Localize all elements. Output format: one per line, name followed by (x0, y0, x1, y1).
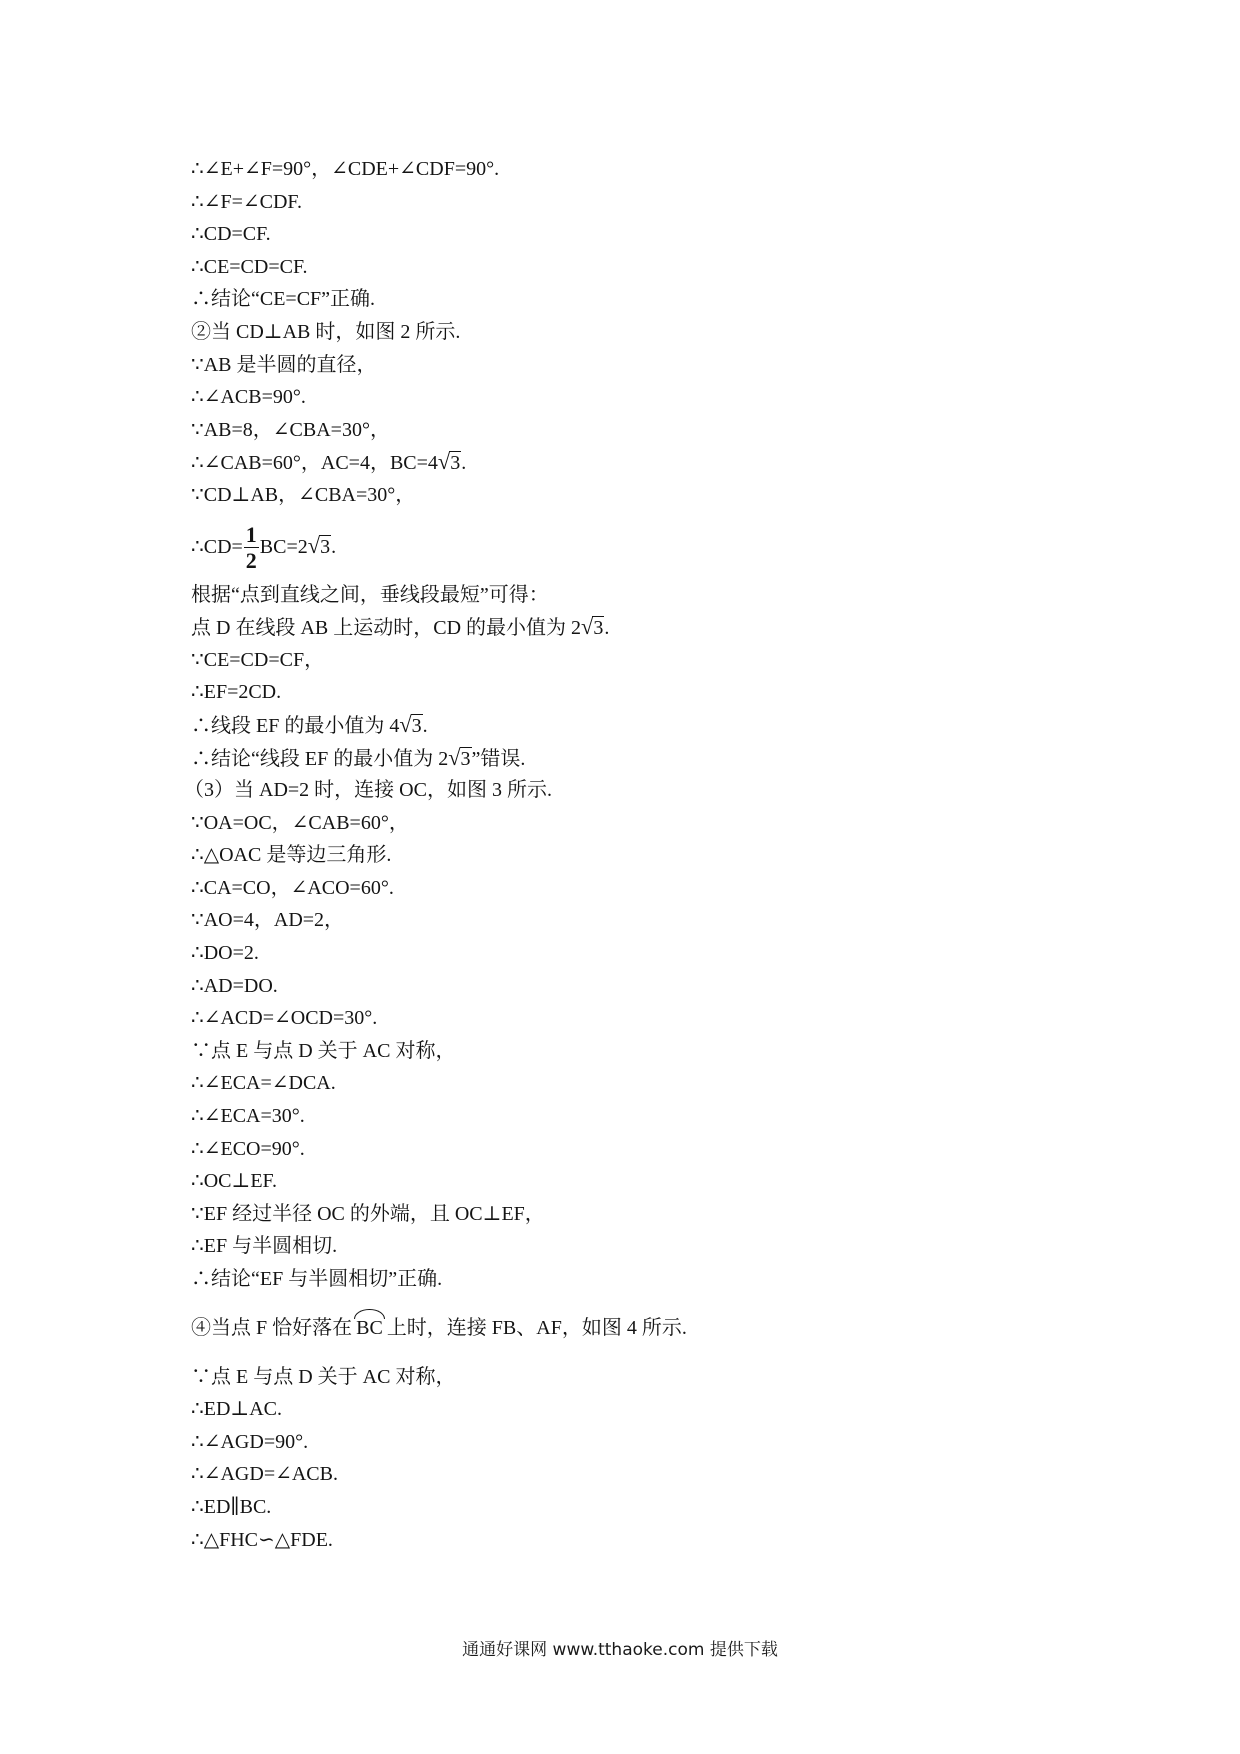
radicand: 3 (450, 452, 461, 475)
solution-line: ∴△OAC 是等边三角形. (191, 844, 392, 867)
square-root (448, 744, 471, 770)
solution-line: ∴∠ECA=∠DCA. (191, 1072, 336, 1095)
solution-line: ∴∠F=∠CDF. (191, 190, 302, 213)
solution-line: ∴∠CAB=60°，AC=4，BC=4√3. (191, 449, 467, 475)
solution-line: ∴∠ACB=90°. (191, 386, 306, 409)
radical-sign: √ (399, 711, 412, 737)
solution-line: 根据“点到直线之间，垂线段最短”可得： (191, 583, 549, 606)
radical-sign: √ (437, 449, 451, 475)
solution-line: ∴CA=CO，∠ACO=60°. (191, 876, 394, 899)
square-root (437, 449, 461, 475)
solution-line: ∴OC⊥EF. (191, 1170, 278, 1193)
solution-line: ∴∠AGD=90°. (191, 1430, 309, 1453)
solution-line: ∵点 E 与点 D 关于 AC 对称， (191, 1365, 456, 1388)
fraction-prefix: ∴CD= (191, 535, 243, 558)
solution-line: ∴DO=2. (191, 942, 259, 965)
radical-sign: √ (448, 744, 461, 770)
solution-line: ∴线段 EF 的最小值为 4√3. (191, 711, 428, 737)
solution-body (184, 153, 1151, 1556)
square-root (307, 532, 331, 558)
radicand: 3 (460, 747, 471, 770)
solution-line: ∴结论“线段 EF 的最小值为 2√3”错误. (191, 744, 526, 770)
solution-line: ∴∠ECO=90°. (191, 1137, 305, 1160)
solution-line: ∴CD=CF. (191, 223, 271, 246)
solution-line: ∵EF 经过半径 OC 的外端，且 OC⊥EF， (191, 1202, 545, 1225)
fraction-suffix: BC=2√3. (259, 532, 337, 558)
solution-line: ∴ED⊥AC. (191, 1398, 282, 1421)
square-root (399, 711, 422, 737)
solution-line: ∵点 E 与点 D 关于 AC 对称， (191, 1039, 456, 1062)
solution-line: ∴EF 与半圆相切. (191, 1235, 338, 1258)
solution-line: ∴结论“EF 与半圆相切”正确. (191, 1268, 443, 1290)
solution-line: ∵CD⊥AB，∠CBA=30°， (191, 483, 416, 506)
radicand: 3 (320, 535, 331, 558)
solution-line-fraction (191, 512, 1151, 579)
solution-line: ∴AD=DO. (191, 974, 278, 997)
radical-sign: √ (581, 614, 594, 640)
solution-step-heading: ②当 CD⊥AB 时，如图 2 所示. (191, 320, 461, 343)
square-root (581, 614, 604, 640)
fraction (244, 523, 259, 572)
solution-line: ∴EF=2CD. (191, 681, 282, 704)
arc-line-prefix: ④当点 F 恰好落在 (191, 1316, 353, 1339)
radicand: 3 (593, 617, 604, 640)
fraction-denominator: 2 (245, 548, 257, 574)
solution-line: ∴∠AGD=∠ACB. (191, 1463, 338, 1486)
solution-line: 点 D 在线段 AB 上运动时，CD 的最小值为 2√3. (191, 614, 610, 640)
page-footer: 通通好课网 www.tthaoke.com 提供下载 (462, 1640, 778, 1660)
solution-line: ∴CE=CD=CF. (191, 255, 308, 278)
solution-line: ∴ED∥BC. (191, 1495, 272, 1518)
radicand: 3 (411, 714, 422, 737)
radical-sign: √ (307, 532, 321, 558)
solution-step-heading-arc (191, 1296, 1151, 1361)
solution-line: ∴∠ECA=30°. (191, 1105, 305, 1128)
solution-line: ∵AO=4，AD=2， (191, 909, 345, 932)
solution-step-heading: （3）当 AD=2 时，连接 OC，如图 3 所示. (184, 779, 552, 802)
solution-line: ∴△FHC∽△FDE. (191, 1528, 333, 1551)
solution-line: ∵OA=OC，∠CAB=60°， (191, 811, 409, 834)
solution-line: ∵AB=8，∠CBA=30°， (191, 418, 390, 441)
solution-line: ∴结论“CE=CF”正确. (191, 288, 376, 311)
fraction-numerator: 1 (245, 522, 257, 548)
solution-line: ∴∠E+∠F=90°，∠CDE+∠CDF=90°. (191, 158, 500, 180)
arc-bc-label: BC (356, 1316, 383, 1339)
solution-line: ∴∠ACD=∠OCD=30°. (191, 1007, 378, 1030)
solution-line: ∵AB 是半圆的直径， (191, 353, 377, 376)
arc-line-suffix: 上时，连接 FB、AF，如图 4 所示. (386, 1316, 687, 1339)
solution-line: ∵CE=CD=CF， (191, 648, 325, 671)
